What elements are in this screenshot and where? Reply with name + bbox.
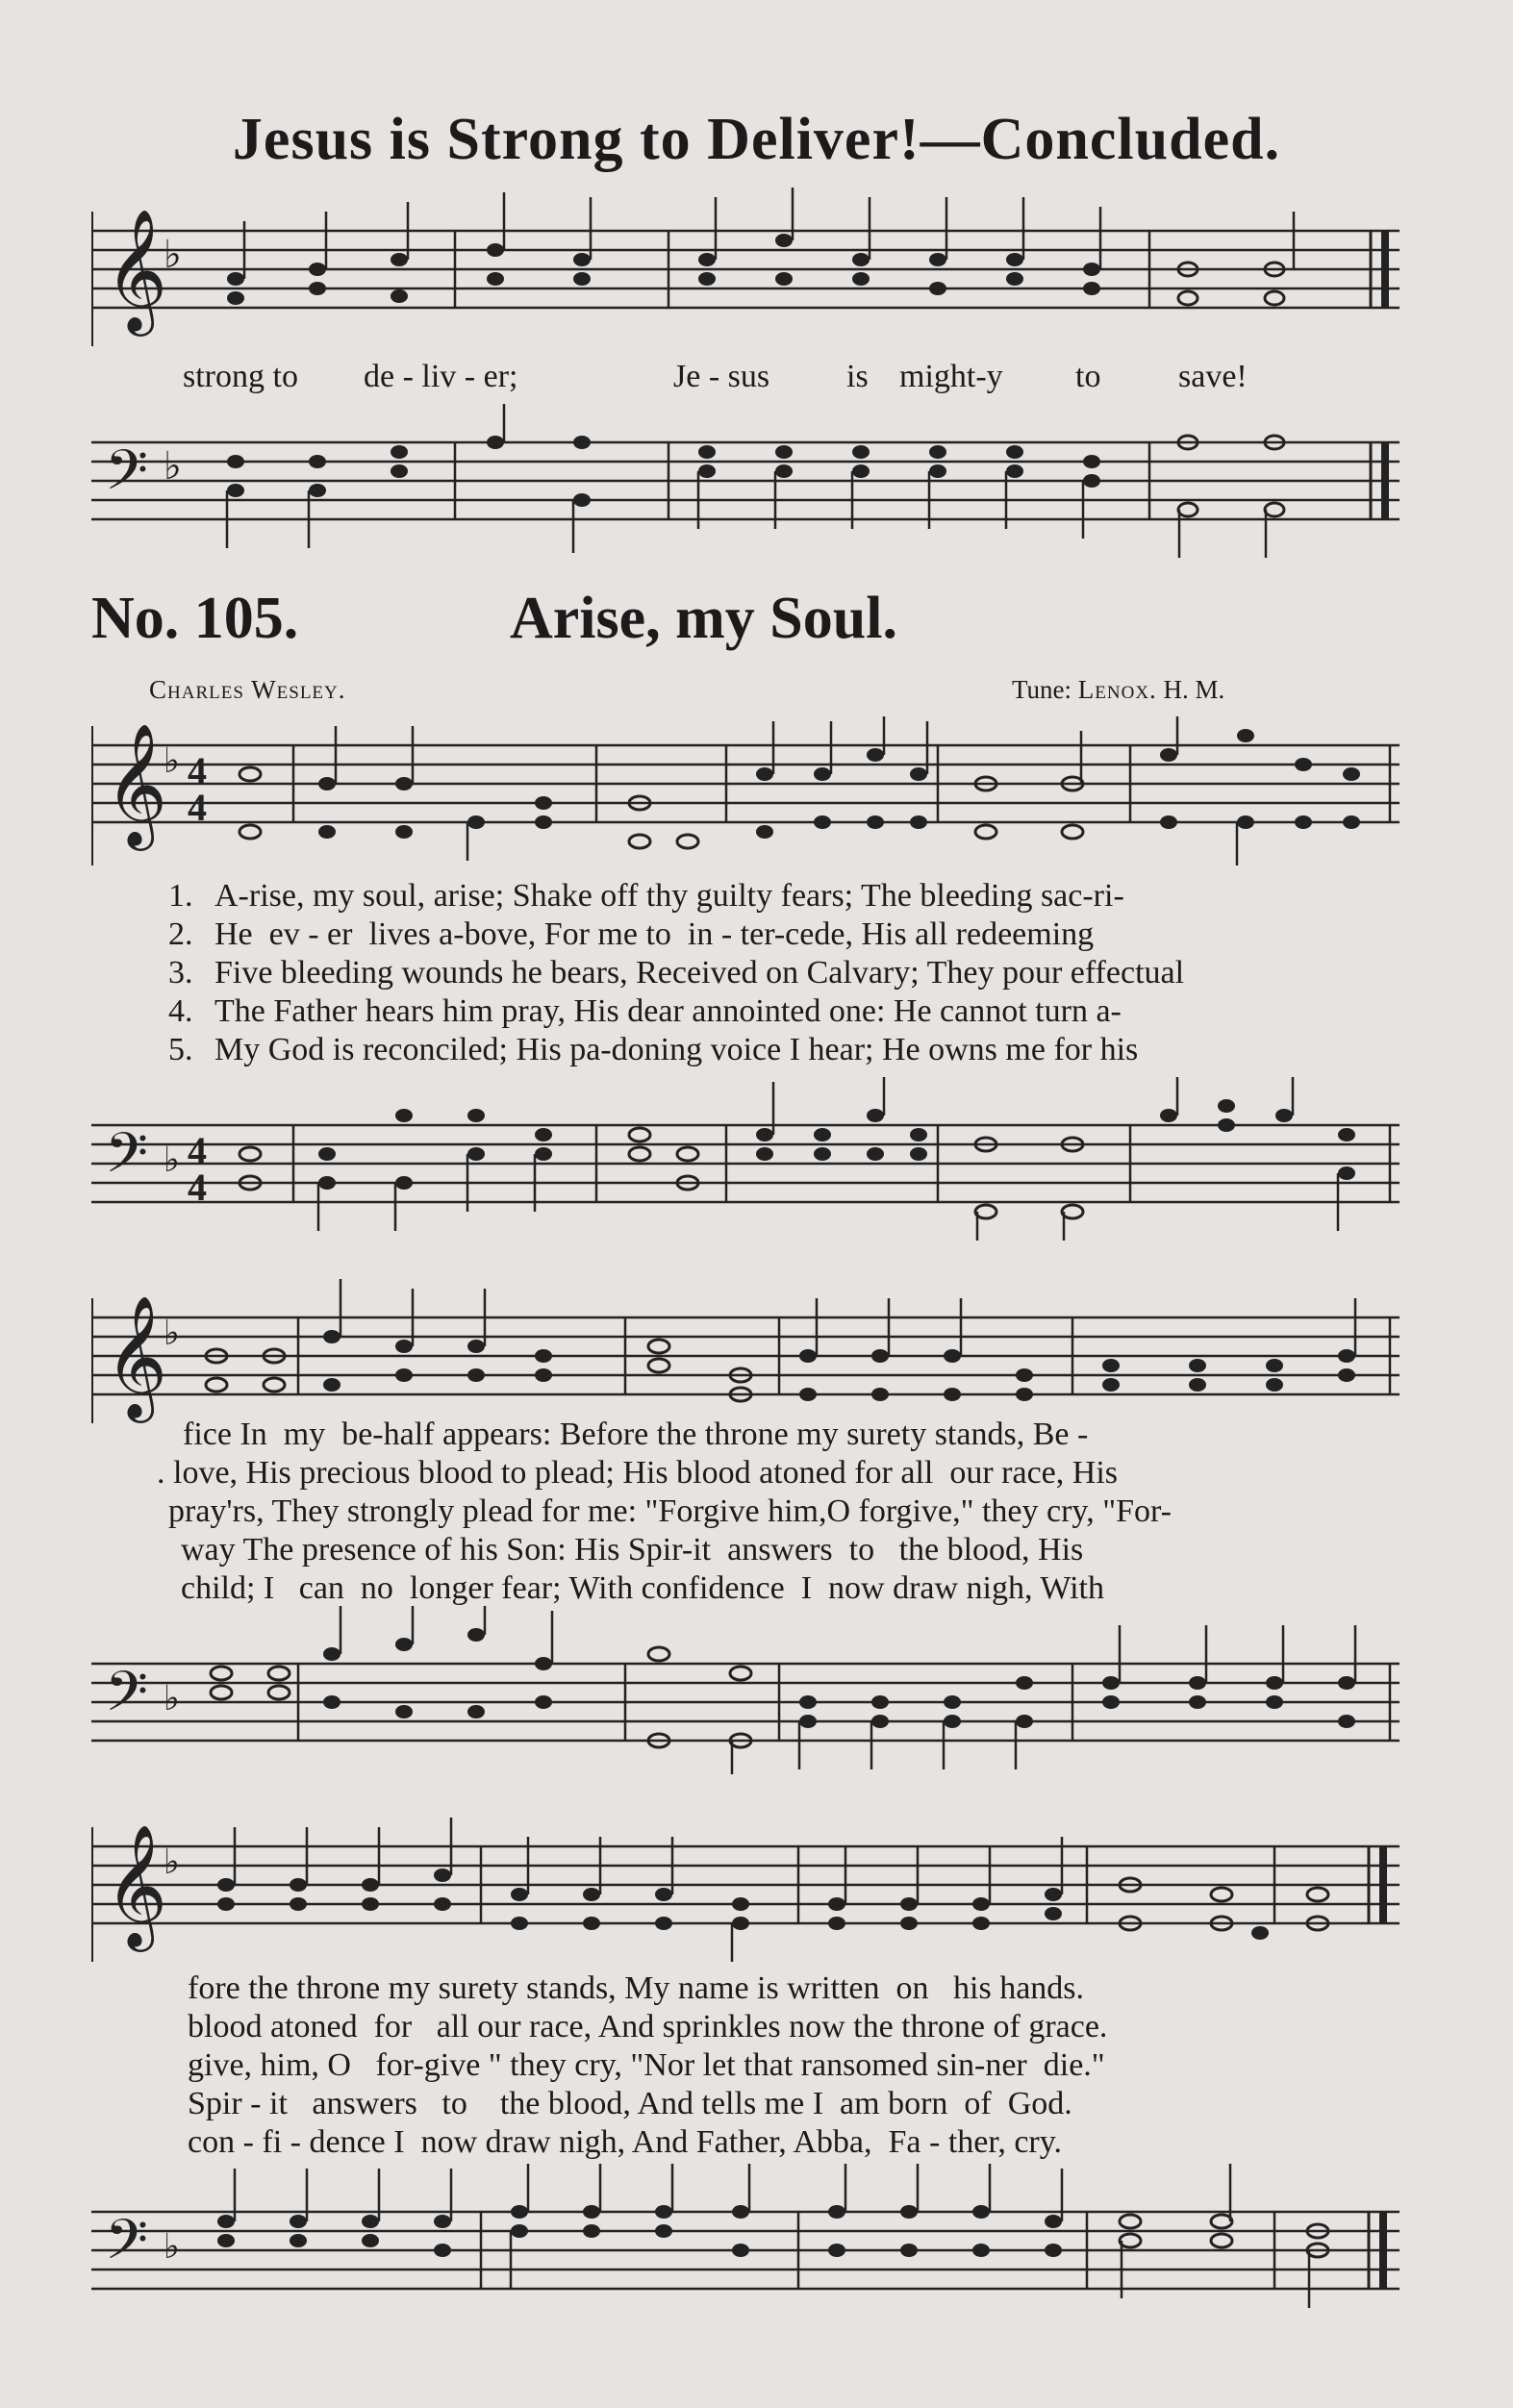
system2-lyric-4: way The presence of his Son: His Spir-it answers to the blood, His	[181, 1532, 1084, 1568]
hymn-tune	[1012, 675, 1224, 705]
tune-meter: H. M.	[1163, 675, 1225, 704]
continuation-title: Jesus is Strong to Deliver!—Concluded.	[232, 107, 1281, 172]
verse-number: 3.	[168, 955, 193, 991]
svg-text:𝄢: 𝄢	[105, 2207, 149, 2286]
continuation-lyric-4: is	[846, 359, 869, 394]
system1-verse-5	[168, 1031, 1138, 1069]
system3-bass-staff	[91, 2164, 1400, 2327]
svg-text:4: 4	[188, 1166, 207, 1209]
verse-number: 1.	[168, 878, 193, 914]
system1-verse-1	[168, 877, 1124, 916]
svg-text:4: 4	[188, 1129, 207, 1172]
system3-lyric-1: fore the throne my surety stands, My name is written on his hands.	[188, 1970, 1085, 2006]
verse-text: Five bleeding wounds he bears, Received on Calvary; They pour effectual	[214, 955, 1185, 991]
system1-verse-4	[168, 992, 1122, 1031]
system1-verse-3	[168, 954, 1184, 992]
verse-text: A-rise, my soul, arise; Shake off thy guilty fears; The bleeding sac-ri-	[214, 878, 1124, 914]
hymn-number: No. 105.	[91, 586, 299, 651]
time-sig-top: 4	[188, 749, 207, 792]
svg-text:𝄞: 𝄞	[105, 1294, 168, 1417]
system3-lyric-5: con - fi - dence I now draw nigh, And Father, Abba, Fa - ther, cry.	[188, 2124, 1063, 2160]
system1-treble-staff	[91, 716, 1400, 865]
time-sig-bottom: 4	[188, 786, 207, 829]
svg-text:♭: ♭	[164, 444, 182, 488]
svg-text:♭: ♭	[164, 1679, 180, 1718]
verse-number: 4.	[168, 993, 193, 1029]
verse-number: 2.	[168, 916, 193, 952]
svg-text:𝄞: 𝄞	[105, 722, 168, 845]
svg-text:♭: ♭	[164, 2227, 180, 2266]
continuation-lyric-7: save!	[1178, 359, 1248, 394]
system3-lyric-2: blood atoned for all our race, And sprinkles now the throne of grace.	[188, 2009, 1108, 2044]
svg-text:𝄢: 𝄢	[105, 1659, 149, 1738]
svg-text:♭: ♭	[164, 1843, 180, 1881]
system2-treble-staff	[91, 1279, 1400, 1423]
system1-verse-2	[168, 916, 1094, 954]
continuation-lyric-6: to	[1075, 359, 1101, 394]
system2-bass-staff	[91, 1606, 1400, 1774]
system3-lyric-4: Spir - it answers to the blood, And tells me I am born of God.	[188, 2086, 1072, 2121]
continuation-treble-staff	[91, 183, 1400, 346]
svg-text:𝄞: 𝄞	[105, 208, 168, 331]
tune-name: Lenox.	[1077, 675, 1157, 704]
svg-text:♭: ♭	[164, 1141, 180, 1179]
verse-number: 5.	[168, 1032, 193, 1067]
continuation-lyric-5: might-y	[899, 359, 1003, 394]
system2-lyric-3: pray'rs, They strongly plead for me: "Forgive him,O forgive," they cry, "For-	[168, 1493, 1172, 1529]
svg-text:♭: ♭	[164, 233, 182, 276]
hymn-title: Arise, my Soul.	[510, 586, 897, 651]
continuation-lyric-3: Je - sus	[673, 359, 770, 394]
system2-lyric-5: child; I can no longer fear; With confidence I now draw nigh, With	[181, 1570, 1105, 1606]
system3-lyric-3: give, him, O for-give " they cry, "Nor let that ransomed sin-ner die."	[188, 2047, 1105, 2083]
system2-lyric-2: . love, His precious blood to plead; His blood atoned for all our race, His	[157, 1455, 1118, 1491]
hymn-author: Charles Wesley.	[149, 675, 346, 704]
svg-text:𝄢: 𝄢	[105, 1120, 149, 1199]
svg-text:𝄢: 𝄢	[105, 438, 149, 516]
continuation-bass-staff	[91, 404, 1400, 558]
svg-text:♭: ♭	[164, 1314, 180, 1352]
system2-lyric-1: fice In my be-half appears: Before the throne my surety stands, Be -	[183, 1417, 1089, 1452]
svg-text:♭: ♭	[164, 741, 180, 780]
continuation-lyric-2: de - liv - er;	[364, 359, 518, 394]
verse-text: The Father hears him pray, His dear annointed one: He cannot turn a-	[214, 993, 1122, 1029]
verse-text: He ev - er lives a-bove, For me to in - ter-cede, His all redeeming	[214, 916, 1095, 952]
svg-text:𝄞: 𝄞	[105, 1823, 168, 1946]
system3-treble-staff	[91, 1808, 1400, 1962]
system1-bass-staff	[91, 1077, 1400, 1241]
verse-text: My God is reconciled; His pa-doning voice I hear; He owns me for his	[214, 1032, 1139, 1067]
tune-label: Tune:	[1012, 675, 1072, 704]
continuation-lyric-1: strong to	[183, 359, 298, 394]
